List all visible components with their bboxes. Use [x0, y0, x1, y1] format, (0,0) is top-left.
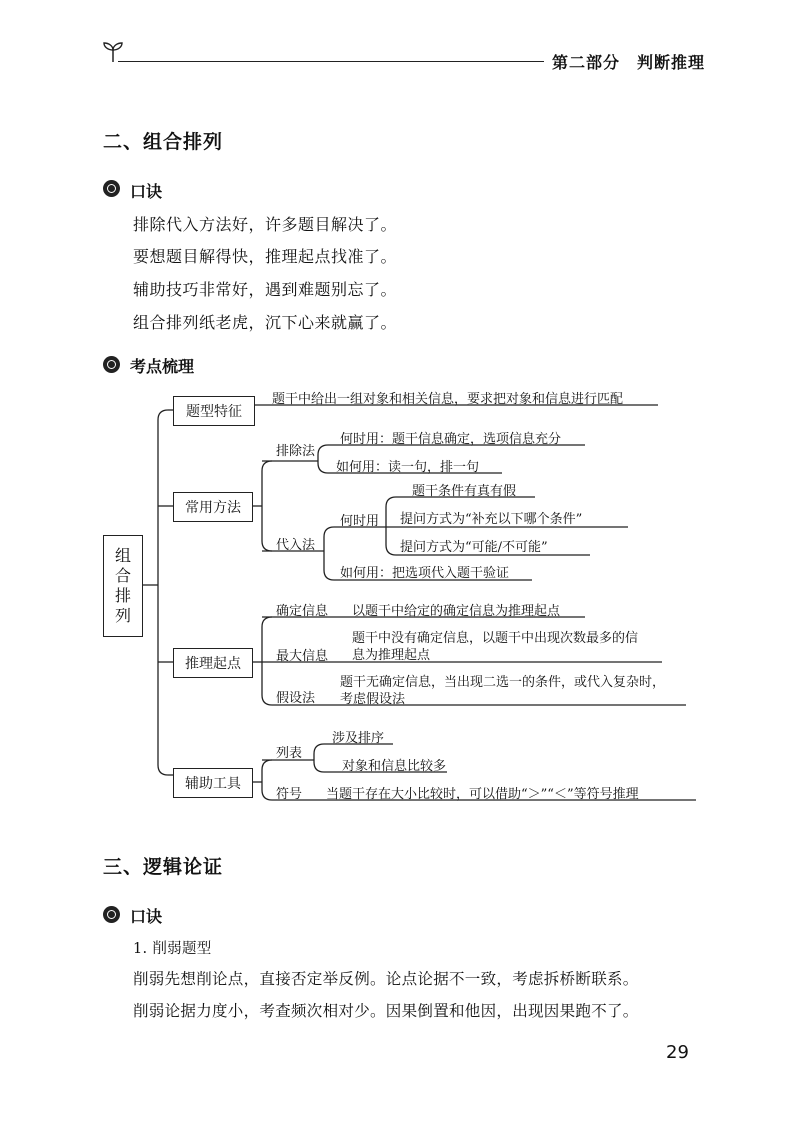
substitute-how: 如何用：把选项代入题干验证	[340, 566, 510, 581]
assume-text: 考虑假设法	[340, 692, 406, 707]
assume-text: 题干无确定信息，当出现二选一的条件，或代入复杂时，	[340, 675, 666, 690]
mnemonic-label: 口诀	[130, 182, 163, 201]
table-label: 列表	[276, 746, 303, 761]
assume-label: 假设法	[276, 691, 316, 706]
body-line: 削弱论据力度小，考查频次相对少。因果倒置和他因，出现因果跑不了。	[133, 1002, 639, 1020]
root-char: 排	[114, 586, 131, 605]
verse-line: 组合排列纸老虎，沉下心来就赢了。	[133, 313, 398, 332]
tools-node: 辅助工具	[173, 768, 253, 798]
max-text: 息为推理起点	[352, 648, 431, 663]
header-section-title: 第二部分 判断推理	[552, 53, 706, 72]
body-line: 削弱先想削论点，直接否定举反例。论点论据不一致，考虑拆桥断联系。	[133, 970, 639, 988]
start-node: 推理起点	[173, 648, 253, 678]
verse-line: 排除代入方法好，许多题目解决了。	[133, 215, 398, 234]
table-item: 对象和信息比较多	[342, 759, 447, 774]
substitute-label: 代入法	[276, 538, 316, 553]
page-number: 29	[666, 1042, 689, 1063]
root-char: 列	[114, 606, 131, 625]
verse-line: 辅助技巧非常好，遇到难题别忘了。	[133, 280, 398, 299]
max-label: 最大信息	[276, 649, 329, 664]
key-points-label: 考点梳理	[130, 357, 195, 376]
substitute-when-item: 题干条件有真有假	[412, 484, 517, 499]
substitute-when-item: 提问方式为“补充以下哪个条件”	[400, 512, 583, 527]
verse-line: 要想题目解得快，推理起点找准了。	[133, 247, 398, 266]
exclude-label: 排除法	[276, 444, 316, 459]
methods-node: 常用方法	[173, 492, 253, 522]
root-char: 组	[114, 546, 131, 565]
section-title: 三、逻辑论证	[103, 856, 224, 878]
feature-node: 题型特征	[173, 396, 255, 426]
symbol-label: 符号	[276, 787, 303, 802]
root-char: 合	[114, 566, 131, 585]
section-title: 二、组合排列	[103, 131, 224, 153]
substitute-when-item: 提问方式为“可能/不可能”	[400, 540, 548, 555]
table-item: 涉及排序	[332, 731, 385, 746]
definite-text: 以题干中给定的确定信息为推理起点	[352, 604, 561, 619]
definite-label: 确定信息	[276, 604, 329, 619]
exclude-when: 何时用：题干信息确定，选项信息充分	[340, 432, 562, 447]
max-text: 题干中没有确定信息，以题干中出现次数最多的信	[352, 631, 639, 646]
exclude-how: 如何用：读一句，排一句	[336, 460, 480, 475]
mindmap-root	[103, 535, 143, 637]
substitute-when-label: 何时用	[340, 514, 380, 529]
sub-heading: 1. 削弱题型	[133, 941, 212, 957]
symbol-text: 当题干存在大小比较时，可以借助“＞”“＜”等符号推理	[326, 787, 639, 802]
mnemonic-label: 口诀	[130, 907, 163, 926]
mnemonic-icon	[103, 906, 120, 923]
feature-text: 题干中给出一组对象和相关信息，要求把对象和信息进行匹配	[272, 392, 624, 407]
